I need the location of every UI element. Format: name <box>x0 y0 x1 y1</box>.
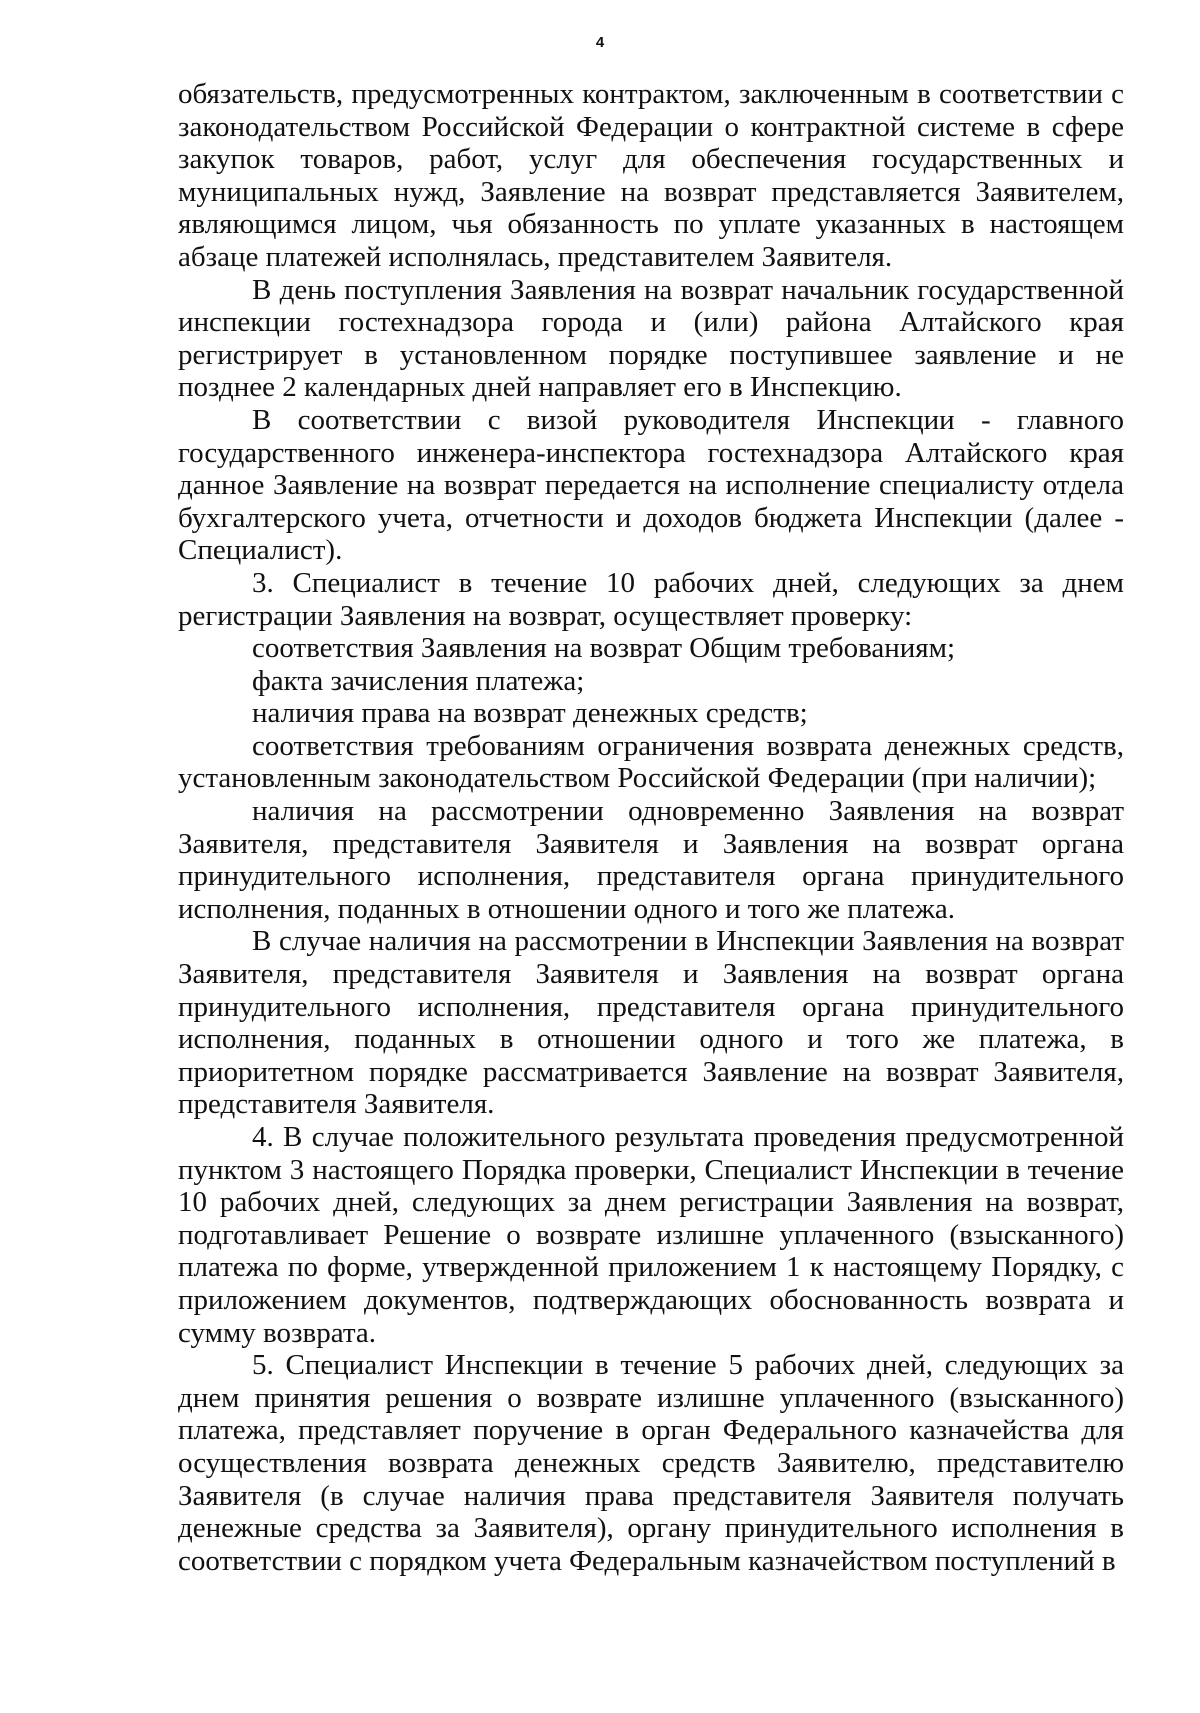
paragraph-registration: В день поступления Заявления на возврат начальник государственной инспекции гостехнадзора города и (или) района Алтайского края регистрирует в установленном порядке поступившее заявление и не позднее 2 календарных дней направляет его в Инспекцию. <box>178 273 1124 404</box>
check-item-restrictions: соответствия требованиям ограничения возврата денежных средств, установленным законодательством Российской Федерации (при наличии); <box>178 729 1124 795</box>
check-item-general-requirements: соответствия Заявления на возврат Общим требованиям; <box>252 632 956 665</box>
check-item-simultaneous-applications: наличия на рассмотрении одновременно Заявления на возврат Заявителя, представителя Заявителя и Заявления на возврат органа принудительного исполнения, представителя органа принудительного исполнения, поданных в отношении одного и того же платежа. <box>178 795 1124 925</box>
page-number: 4 <box>595 34 605 51</box>
check-item-refund-right: наличия права на возврат денежных средств; <box>252 697 808 730</box>
check-item-payment-fact: факта зачисления платежа; <box>252 664 585 697</box>
paragraph-item-4: 4. В случае положительного результата проведения предусмотренной пунктом 3 настоящего Порядка проверки, Специалист Инспекции в течение 10 рабочих дней, следующих за днем регистрации Заявления на возврат, подготавливает Решение о возврате излишне уплаченного (взысканного) платежа по форме, утвержденной приложением 1 к настоящему Порядку, с приложением документов, подтверждающих обоснованность возврата и сумму возврата. <box>178 1121 1124 1349</box>
paragraph-item-3: 3. Специалист в течение 10 рабочих дней, следующих за днем регистрации Заявления на возврат, осуществляет проверку: <box>178 566 1124 632</box>
document-body <box>178 78 1124 1577</box>
paragraph-item-5: 5. Специалист Инспекции в течение 5 рабочих дней, следующих за днем принятия решения о возврате излишне уплаченного (взысканного) платежа, представляет поручение в орган Федерального казначейства для осуществления возврата денежных средств Заявителю, представителю Заявителя (в случае наличия права представителя Заявителя получать денежные средства за Заявителя), органу принудительного исполнения в соответствии с порядком учета Федеральным казначейством поступлений в <box>178 1349 1124 1577</box>
paragraph-specialist-assignment: В соответствии с визой руководителя Инспекции - главного государственного инженера-инспектора гостехнадзора Алтайского края данное Заявление на возврат передается на исполнение специалисту отдела бухгалтерского учета, отчетности и доходов бюджета Инспекции (далее - Специалист). <box>178 403 1124 567</box>
paragraph-continuation-obligations: обязательств, предусмотренных контрактом, заключенным в соответствии с законодательством Российской Федерации о контрактной системе в сфере закупок товаров, работ, услуг для обеспечения государственных и муниципальных нужд, Заявление на возврат представляется Заявителем, являющимся лицом, чья обязанность по уплате указанных в настоящем абзаце платежей исполнялась, представителем Заявителя. <box>178 78 1124 273</box>
paragraph-priority-order: В случае наличия на рассмотрении в Инспекции Заявления на возврат Заявителя, представителя Заявителя и Заявления на возврат органа принудительного исполнения, представителя органа принудительного исполнения, поданных в отношении одного и того же платежа, в приоритетном порядке рассматривается Заявление на возврат Заявителя, представителя Заявителя. <box>178 925 1124 1121</box>
